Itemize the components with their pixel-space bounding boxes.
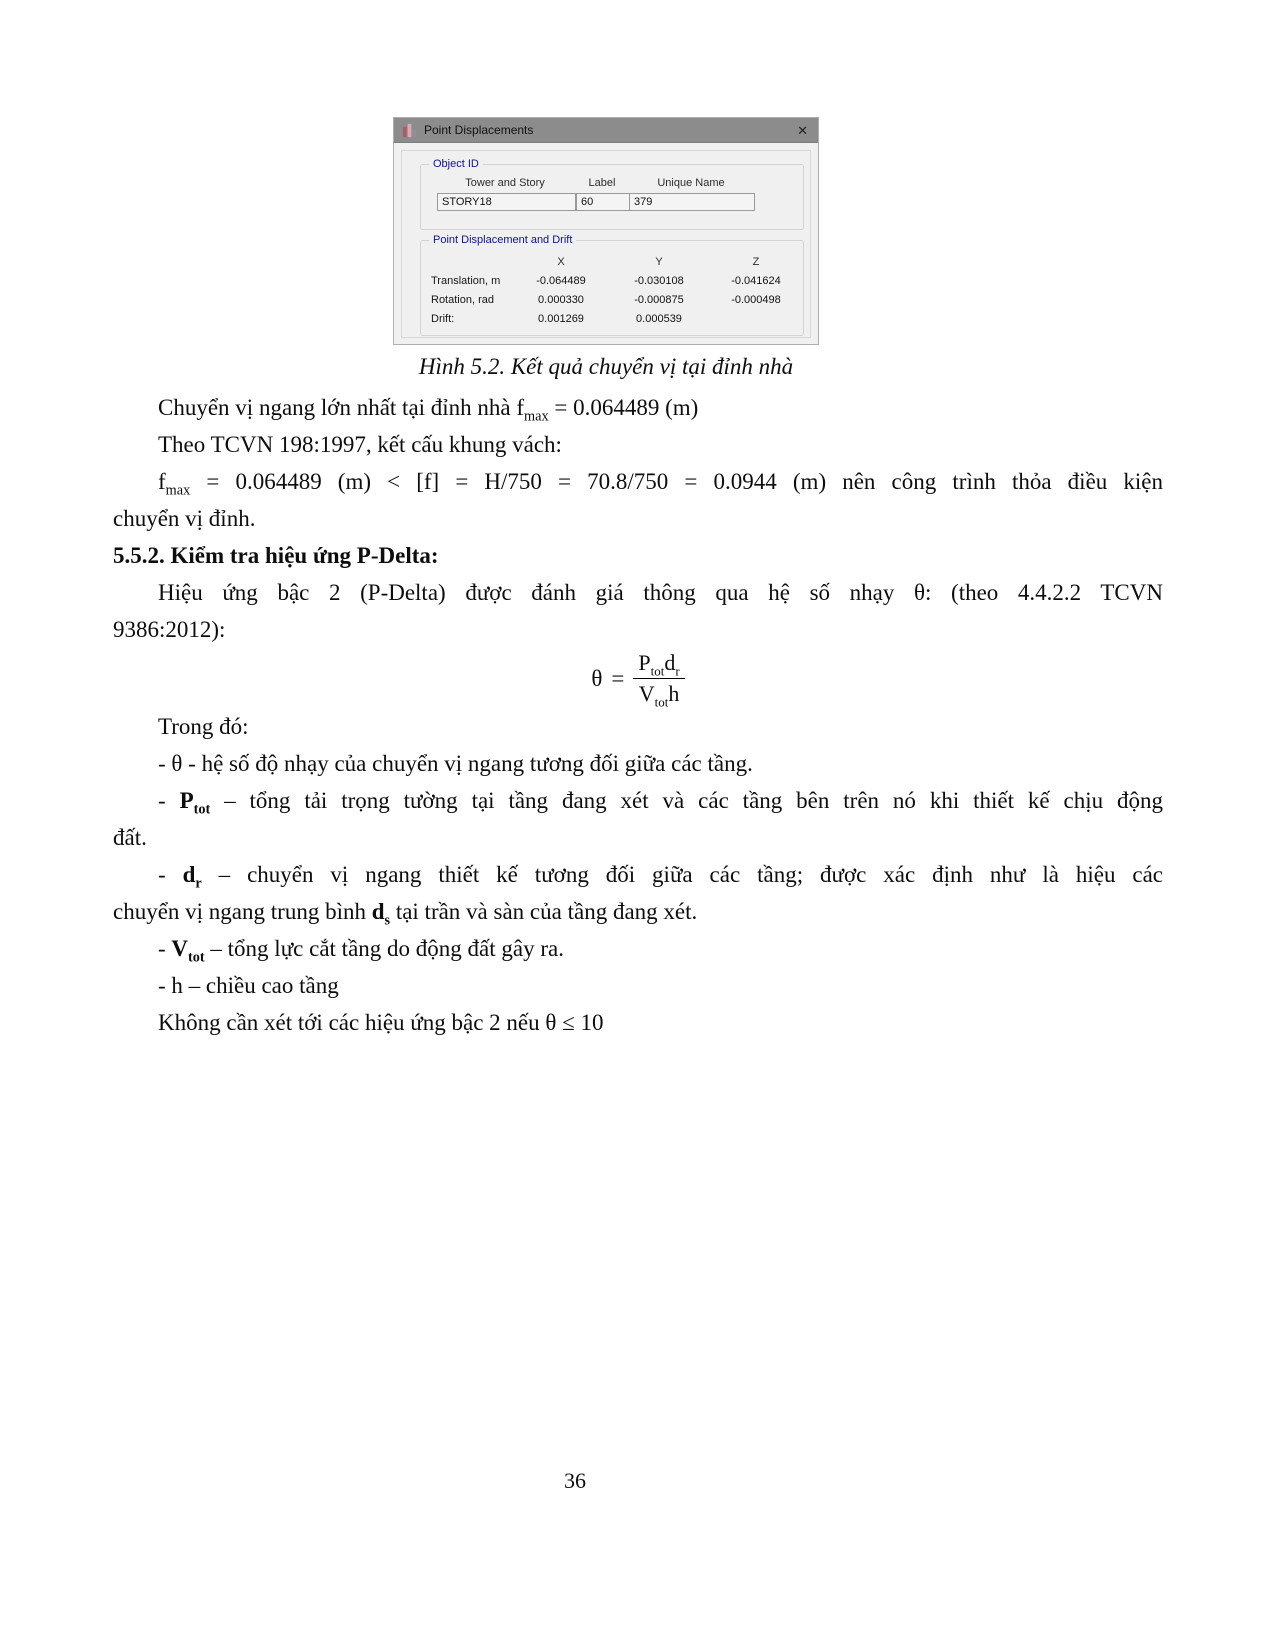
translation-y-value: -0.030108 <box>634 274 684 287</box>
object-id-headers <box>421 177 803 190</box>
formula-theta: θ <box>591 665 603 691</box>
column-header-label: Label <box>588 177 616 189</box>
table-row-drift <box>421 309 803 328</box>
figure-caption: Hình 5.2. Kết quả chuyển vị tại đỉnh nhà <box>418 354 794 379</box>
close-icon: ✕ <box>797 122 808 138</box>
paragraph-fmax-check: $f_{max} = 0.064489$ (m) < [f] = H/750 = 70.8/750 = 0.0944 (m) nên công trình thỏa điều kiện chuyển vị đỉnh. <box>113 469 1163 531</box>
formula-fraction: $\frac{P_{tot}d_r}{V_{tot}h}$ <box>633 650 684 706</box>
point-displacement-drift-group <box>420 234 804 336</box>
building-app-icon <box>402 123 417 138</box>
paragraph-p-delta-intro: Hiệu ứng bậc 2 (P-Delta) được đánh giá thông qua hệ số nhạy θ: (theo 4.4.2.2 TCVN 9386:2012): <box>113 580 1163 642</box>
row-label-drift: Drift: <box>431 312 455 325</box>
object-id-group <box>420 158 804 230</box>
dialog-body <box>394 143 818 345</box>
column-header-tower-and-story: Tower and Story <box>465 177 545 189</box>
table-row-rotation <box>421 290 803 309</box>
displacement-drift-group-label: Point Displacement and Drift <box>429 234 576 246</box>
object-id-fields <box>421 193 803 211</box>
dialog-title-bar <box>394 118 818 143</box>
dialog-title: Point Displacements <box>424 123 534 137</box>
column-header-z: Z <box>752 255 760 268</box>
bullet-dr: - $d_r$ – chuyển vị ngang thiết kế tương đối giữa các tầng; được xác định như là hiệu các chuyển vị ngang trung bình $d_s$ tại trần và sàn của tầng đang xét. <box>113 862 1163 929</box>
translation-z-value: -0.041624 <box>731 274 781 287</box>
column-header-y: Y <box>655 255 663 268</box>
object-id-group-label: Object ID <box>429 158 483 170</box>
rotation-y-value: -0.000875 <box>634 293 684 306</box>
table-header-row <box>421 252 803 271</box>
column-header-x: X <box>557 255 565 268</box>
paragraph-where: Trong đó: <box>158 714 249 739</box>
unique-name-field: 379 <box>629 193 755 211</box>
bullet-vtot: - $V_{tot}$ – tổng lực cắt tầng do động đất gây ra. <box>158 936 564 966</box>
formula-equals: = <box>611 665 625 691</box>
row-label-rotation: Rotation, rad <box>431 293 494 306</box>
paragraph-max-displacement: Chuyển vị ngang lớn nhất tại đỉnh nhà $f_{max} = 0.064489$ (m) <box>158 395 699 425</box>
bullet-ptot: - $P_{tot}$ – tổng tải trọng tường tại tầng đang xét và các tầng bên trên nó khi thiết kế chịu động đất. <box>113 788 1163 850</box>
theta-formula <box>113 649 1163 707</box>
table-row-translation <box>421 271 803 290</box>
section-heading-p-delta: 5.5.2. Kiểm tra hiệu ứng P-Delta: <box>113 543 439 568</box>
bullet-h: - h – chiều cao tầng <box>158 973 339 998</box>
row-label-translation: Translation, m <box>431 274 501 287</box>
page-number: 36 <box>564 1468 586 1493</box>
label-field: 60 <box>576 193 630 211</box>
document-body <box>113 389 1163 1041</box>
rotation-x-value: 0.000330 <box>538 293 584 306</box>
point-displacements-dialog <box>393 117 819 345</box>
drift-x-value: 0.001269 <box>538 312 584 325</box>
bullet-theta: - θ - hệ số độ nhạy của chuyển vị ngang tương đối giữa các tầng. <box>158 751 753 776</box>
column-header-unique-name: Unique Name <box>657 177 725 189</box>
dialog-panel <box>401 150 811 338</box>
paragraph-theta-limit: Không cần xét tới các hiệu ứng bậc 2 nếu θ ≤ 10 <box>158 1010 604 1035</box>
displacement-table <box>421 252 803 328</box>
translation-x-value: -0.064489 <box>536 274 586 287</box>
paragraph-tcvn: Theo TCVN 198:1997, kết cấu khung vách: <box>158 432 562 457</box>
tower-and-story-field: STORY18 <box>437 193 576 211</box>
rotation-z-value: -0.000498 <box>731 293 781 306</box>
drift-y-value: 0.000539 <box>636 312 682 325</box>
figure-5-2 <box>393 117 819 380</box>
